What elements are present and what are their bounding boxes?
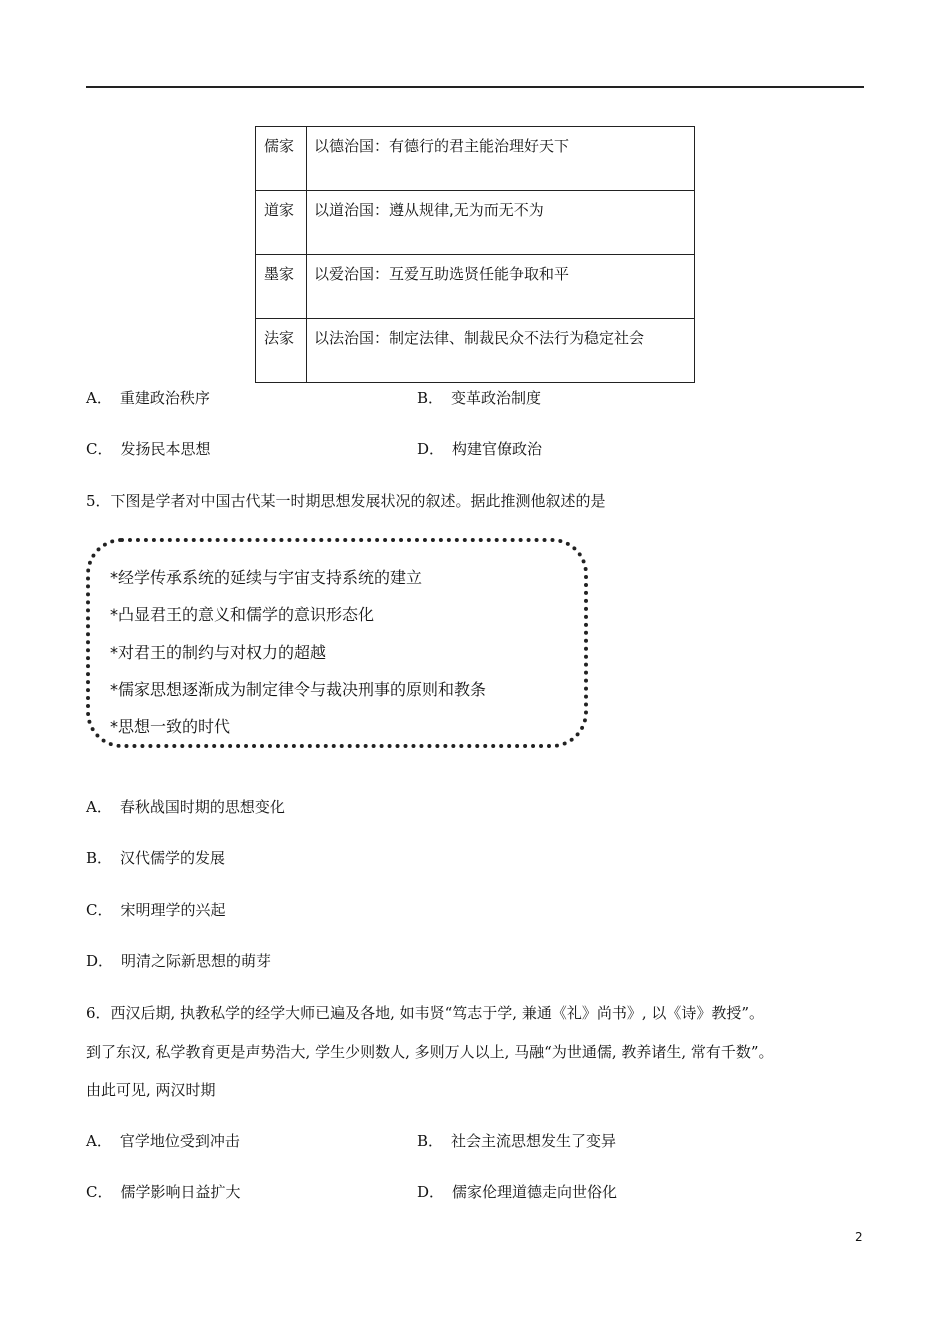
q6-option-d[interactable]: D． 儒家伦理道德走向世俗化 <box>417 1183 618 1201</box>
schools-table <box>255 126 695 383</box>
quote-item: *思想一致的时代 <box>110 717 231 736</box>
table-row <box>256 127 695 191</box>
q6-option-b[interactable]: B． 社会主流思想发生了变异 <box>417 1132 617 1150</box>
q6-option-c[interactable]: C． 儒学影响日益扩大 <box>86 1183 241 1201</box>
quote-item: *经学传承系统的延续与宇宙支持系统的建立 <box>110 568 423 587</box>
q4-option-c[interactable]: C． 发扬民本思想 <box>86 440 211 458</box>
school-idea: 以法治国：制定法律、制裁民众不法行为稳定社会 <box>307 319 695 383</box>
school-name: 儒家 <box>256 127 307 191</box>
school-name: 法家 <box>256 319 307 383</box>
q6-stem-line: 到了东汉, 私学教育更是声势浩大, 学生少则数人, 多则万人以上, 马融“为世通儒, 教养诸生, 常有千数”。 <box>86 1043 774 1061</box>
q5-option-b[interactable]: B． 汉代儒学的发展 <box>86 849 226 867</box>
school-name: 墨家 <box>256 255 307 319</box>
q5-option-c[interactable]: C． 宋明理学的兴起 <box>86 901 226 919</box>
q6-option-a[interactable]: A． 官学地位受到冲击 <box>86 1132 240 1150</box>
q6-stem-line: 6．西汉后期, 执教私学的经学大师已遍及各地, 如韦贤“笃志于学, 兼通《礼》尚书》, 以《诗》教授”。 <box>86 1004 765 1022</box>
school-idea: 以道治国：遵从规律,无为而无不为 <box>307 191 695 255</box>
school-name: 道家 <box>256 191 307 255</box>
q5-option-d[interactable]: D． 明清之际新思想的萌芽 <box>86 952 272 970</box>
table-row <box>256 191 695 255</box>
table-row <box>256 319 695 383</box>
page-number: 2 <box>855 1230 863 1244</box>
school-idea: 以德治国：有德行的君主能治理好天下 <box>307 127 695 191</box>
q4-option-b[interactable]: B． 变革政治制度 <box>417 389 542 407</box>
q5-option-a[interactable]: A． 春秋战国时期的思想变化 <box>86 798 285 816</box>
school-idea: 以爱治国：互爱互助选贤任能争取和平 <box>307 255 695 319</box>
q4-option-a[interactable]: A． 重建政治秩序 <box>86 389 210 407</box>
q4-option-d[interactable]: D． 构建官僚政治 <box>417 440 543 458</box>
header-rule <box>86 86 864 88</box>
quote-item: *凸显君王的意义和儒学的意识形态化 <box>110 605 375 624</box>
q5-stem: 5．下图是学者对中国古代某一时期思想发展状况的叙述。据此推测他叙述的是 <box>86 492 606 510</box>
q6-stem-line: 由此可见, 两汉时期 <box>86 1081 216 1099</box>
quote-item: *对君王的制约与对权力的超越 <box>110 643 327 662</box>
quote-item: *儒家思想逐渐成为制定律令与裁决刑事的原则和教条 <box>110 680 487 699</box>
table-row <box>256 255 695 319</box>
